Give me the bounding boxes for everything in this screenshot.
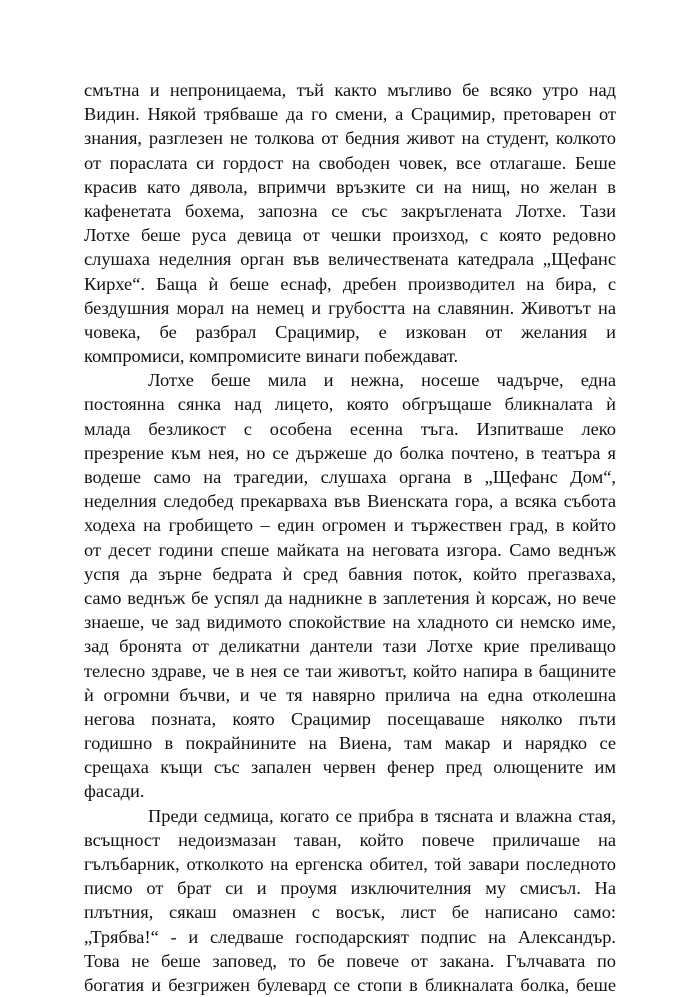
text-line: зад бронята от деликатни дантели тази Лотхе крие преливащо [84,636,616,657]
text-line: красив като дявола, впримчи връзките си на нищ, но желан в [84,176,616,197]
text-line: човека, бе разбрал Срацимир, е изкован от желания и [84,321,616,342]
text-line: ѝ огромни бъчви, и че тя навярно прилича на една отколешна [84,684,616,705]
text-line: телесно здраве, че в нея се таи животът, който напира в бащините [84,660,616,681]
text-line: компромиси, компромисите винаги побеждават. [84,346,459,367]
text-line: Лотхе беше руса девица от чешки произход, с която редовно [84,225,616,246]
text-line: писмо от брат си и проумя изключителния му смисъл. На [84,878,616,899]
text-line: неделния следобед прекарваха във Виенската гора, а всяка събота [84,491,616,512]
text-line: от десет години спеше майката на неговата изгора. Само веднъж [84,539,616,560]
text-line: кафенетата бохема, запозна се със закръглената Лотхе. Тази [84,200,616,221]
text-line: всъщност недоизмазан таван, който повече приличаше на [84,829,616,850]
text-line: слушаха неделния орган във величествената катедрала „Щефанс [84,249,616,270]
text-line: от пораслата си гордост на свободен човек, все отлагаше. Беше [84,152,616,173]
text-line: Видин. Някой трябваше да го смени, а Срацимир, претоварен от [84,104,616,125]
paragraph [84,804,616,997]
text-line: фасади. [84,781,145,802]
text-line: само веднъж бе успял да надникне в заплетения ѝ корсаж, но вече [84,587,616,608]
text-line: негова позната, която Срацимир посещаваше няколко пъти [84,708,616,729]
paragraph [84,78,616,368]
paragraph [84,368,616,803]
text-line: успя да зърне бедрата ѝ сред бавния поток, който прегазваха, [84,563,616,584]
text-line: „Трябва!“ - и следваше господарският подпис на Александър. [84,926,616,947]
text-line: богатия и безгрижен булевард се стопи в бликналата болка, беше [84,974,616,995]
text-line: бездушния морал на немец и грубостта на славянин. Животът на [84,297,616,318]
text-line: постоянна сянка над лицето, която обгръщаше бликналата ѝ [84,394,616,415]
text-line: Преди седмица, когато се прибра в тясната и влажна стая, [148,805,616,826]
text-line: годишно в покрайнините на Виена, там макар и нарядко се [84,733,616,754]
text-line: гълъбарник, отколкото на ергенска обител, той завари последното [84,854,616,874]
body-text [84,78,616,997]
text-line: презрение към нея, но се държеше до болка почтено, в театъра я [84,442,616,463]
text-line: Кирхе“. Баща ѝ беше еснаф, дребен производител на бира, с [84,273,616,294]
text-line: ходеха на гробището – един огромен и тържествен град, в който [84,515,616,536]
text-line: Лотхе беше мила и нежна, носеше чадърче, една [148,370,616,391]
text-line: срещаха къщи със запален червен фенер пред олющените им [84,757,616,778]
text-line: смътна и непроницаема, тъй както мъгливо бе всяко утро над [84,80,616,100]
text-line: знаеше, че зад видимото спокойствие на хладното си немско име, [84,612,616,633]
text-line: млада безликост с особена есенна тъга. Изпитваше леко [84,418,616,439]
text-line: плътния, сякаш омазнен с восък, лист бе написано само: [84,902,616,923]
text-line: Това не беше заповед, то бе повече от закана. Гълчавата по [84,950,616,971]
text-line: водеше само на трагедии, слушаха органа в „Щефанс Дом“, [84,467,616,487]
text-line: знания, разглезен не толкова от бедния живот на студент, колкото [84,128,616,149]
